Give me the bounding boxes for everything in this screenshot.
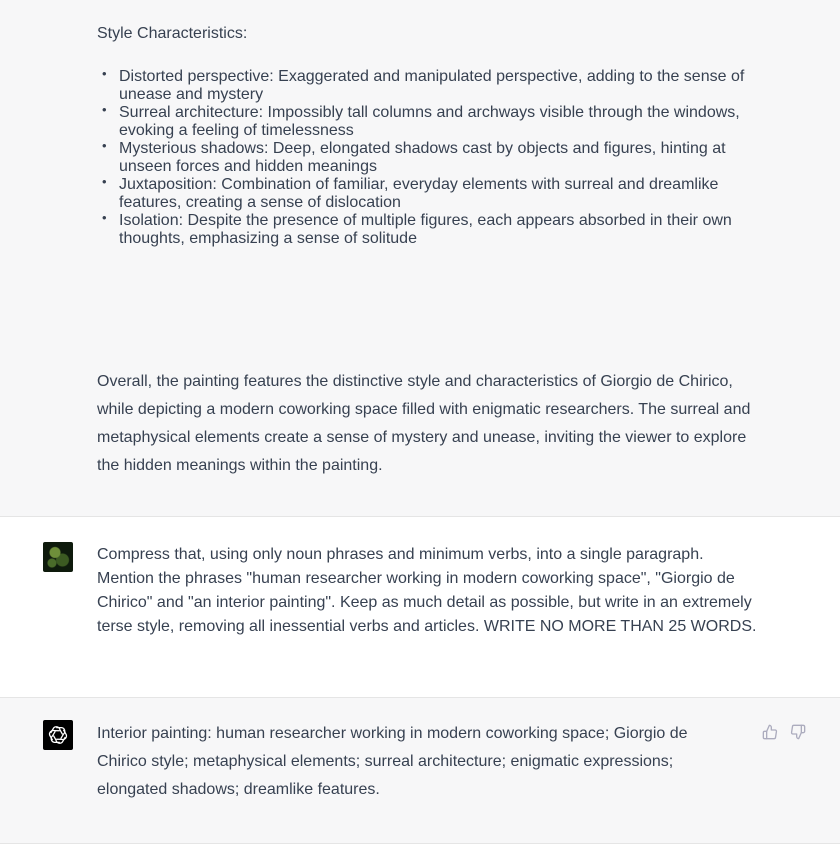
style-characteristics-list [97, 68, 757, 248]
style-heading: Style Characteristics: [97, 25, 248, 42]
list-item: • Juxtaposition: Combination of familiar, everyday elements with surreal and dreamlike features, creating a sense of dislocation [97, 176, 757, 212]
assistant-reply-text: Interior painting: human researcher working in modern coworking space; Giorgio de Chirico style; metaphysical elements; surreal architecture; enigmatic expressions; elongated shadows; dreamlike features. [97, 725, 688, 798]
list-item: • Distorted perspective: Exaggerated and manipulated perspective, adding to the sense of unease and mystery [97, 68, 757, 104]
thumbs-up-button[interactable] [761, 723, 779, 741]
overall-paragraph: Overall, the painting features the distinctive style and characteristics of Giorgio de Chirico, while depicting a modern coworking space filled with enigmatic researchers. The surreal and metaphysical elements create a sense of mystery and unease, inviting the viewer to explore the hidden meanings within the painting. [97, 373, 751, 474]
list-item: • Surreal architecture: Impossibly tall columns and archways visible through the windows, evoking a feeling of timelessness [97, 104, 757, 140]
openai-logo-icon [43, 720, 73, 750]
user-avatar [43, 542, 73, 572]
user-message-block [0, 517, 840, 697]
thumbs-up-icon [762, 724, 778, 740]
thumbs-down-icon [790, 724, 806, 740]
list-item: • Isolation: Despite the presence of multiple figures, each appears absorbed in their own thoughts, emphasizing a sense of solitude [97, 212, 757, 248]
user-message-text: Compress that, using only noun phrases and minimum verbs, into a single paragraph. Mention the phrases "human researcher working in modern coworking space", "Giorgio de Chirico" and "an interior painting". Keep as much detail as possible, but write in an extremely terse style, removing all inessential verbs and articles. WRITE NO MORE THAN 25 WORDS. [97, 546, 757, 635]
list-item: • Mysterious shadows: Deep, elongated shadows cast by objects and figures, hinting at unseen forces and hidden meanings [97, 140, 757, 176]
thumbs-down-button[interactable] [789, 723, 807, 741]
assistant-reply-block [0, 698, 840, 843]
message-divider [0, 843, 840, 844]
